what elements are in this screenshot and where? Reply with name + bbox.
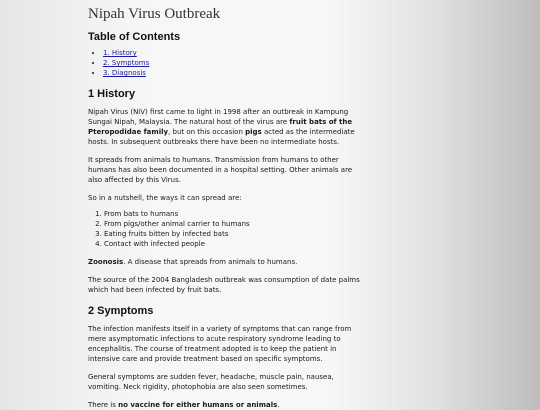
list-item: 1. From bats to humans xyxy=(104,209,360,219)
symptoms-paragraph-1: The infection manifests itself in a variety of symptoms that can range from mere asymptomatic infections to acute respiratory syndrome leading to encephalitis. The course of treatment adopted is to keep the patient in intensive care and provide treatment based on specific symptoms. xyxy=(88,325,352,363)
toc-item xyxy=(103,48,360,58)
history-heading: 1 History xyxy=(88,88,136,100)
symptoms-paragraph-3 xyxy=(88,400,360,410)
history-paragraph-3: So in a nutshell, the ways it can spread are: xyxy=(88,194,242,202)
toc-link-diagnosis[interactable]: 3. Diagnosis xyxy=(103,69,146,77)
zoonosis-definition xyxy=(88,257,360,267)
toc-list xyxy=(88,48,360,78)
text: acted as the intermediate hosts. In subsequent outbreaks there have been no intermediate hosts. xyxy=(88,128,355,146)
toc-link-symptoms[interactable]: 2. Symptoms xyxy=(103,59,150,67)
list-item: 3. Eating fruits bitten by infected bats xyxy=(104,229,360,239)
toc-item xyxy=(103,68,360,78)
spread-list xyxy=(88,209,360,249)
bold-text: no vaccine for either humans or animals xyxy=(118,401,278,409)
history-paragraph-5: The source of the 2004 Bangladesh outbreak was consumption of date palms which had been infected by fruit bats. xyxy=(88,276,360,294)
page-title: Nipah Virus Outbreak xyxy=(88,6,221,22)
symptoms-paragraph-2: General symptoms are sudden fever, headache, muscle pain, nausea, vomiting. Neck rigidity, photophobia are also seen sometimes. xyxy=(88,373,334,391)
history-paragraph-1 xyxy=(88,107,360,147)
bold-text: pigs xyxy=(245,128,262,136)
symptoms-heading: 2 Symptoms xyxy=(88,305,154,317)
text: . xyxy=(277,401,280,409)
text: There is xyxy=(88,401,119,409)
toc-item xyxy=(103,58,360,68)
text: Nipah Virus (NiV) first came to light in 1998 after an outbreak in Kampung Sungai Nipah, Malaysia. The natural host of the virus are xyxy=(88,108,349,126)
text: , but on this occasion xyxy=(168,128,246,136)
bold-text: fruit bats of the Pteropodidae family xyxy=(88,118,353,136)
document-page xyxy=(88,4,360,410)
toc-link-history[interactable]: 1. History xyxy=(103,49,137,57)
list-item: 4. Contact with infected people xyxy=(104,239,360,249)
bold-text: Zoonosis xyxy=(88,258,124,266)
history-paragraph-2: It spreads from animals to humans. Transmission from humans to other humans has also been documented in a hospital setting. Other animals are also affected by this Virus. xyxy=(88,156,353,184)
text: . A disease that spreads from animals to humans. xyxy=(123,258,298,266)
list-item: 2. From pigs/other animal carrier to humans xyxy=(104,219,360,229)
toc-heading: Table of Contents xyxy=(88,31,181,43)
